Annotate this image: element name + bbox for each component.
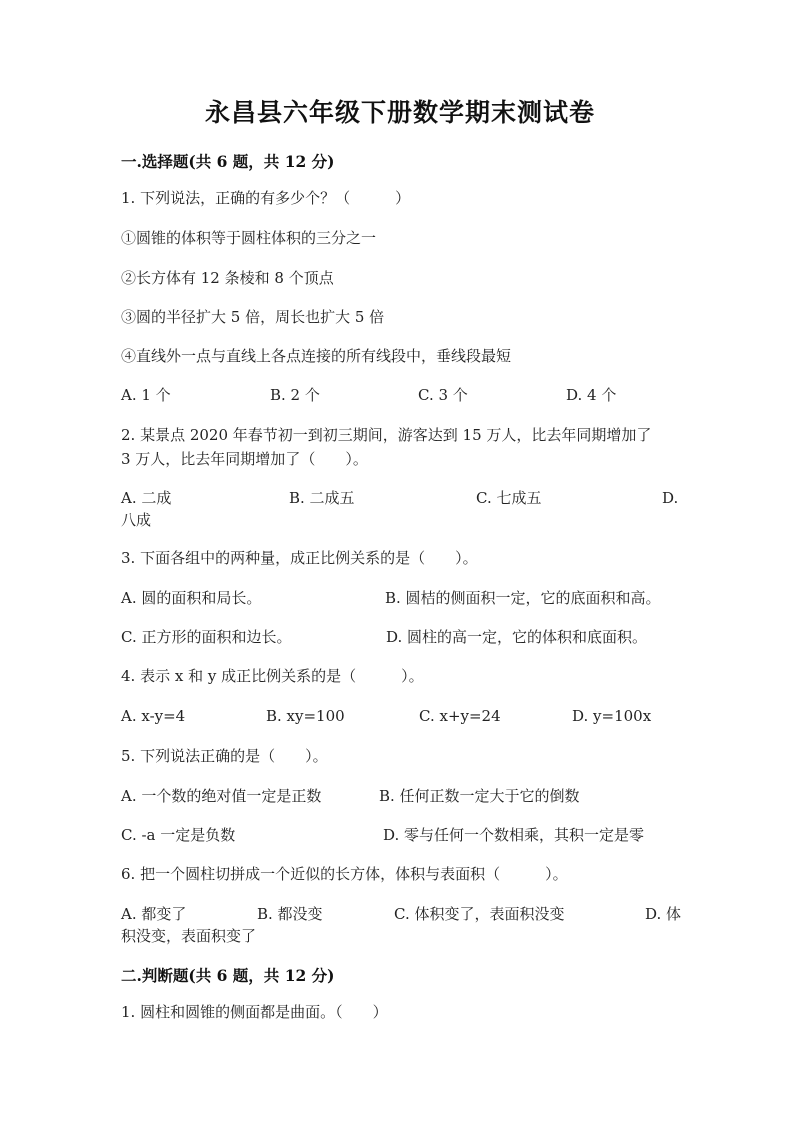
- question-6-option-c: C. 体积变了，表面积没变: [394, 905, 565, 923]
- question-2-stem-line-1: 2. 某景点 2020 年春节初一到初三期间，游客达到 15 万人，比去年同期增加了: [121, 426, 652, 444]
- question-2-option-a: A. 二成: [121, 489, 172, 507]
- question-2-option-d-continued: 八成: [121, 511, 152, 529]
- question-1-option-c: C. 3 个: [418, 386, 468, 404]
- question-2-option-d: D.: [662, 489, 679, 507]
- section-heading-judgement: 二.判断题(共 6 题，共 12 分): [121, 966, 335, 985]
- question-3-option-d: D. 圆柱的高一定，它的体积和底面积。: [386, 628, 648, 646]
- question-6-option-d: D. 体: [645, 905, 682, 923]
- question-4-option-d: D. y=100x: [572, 707, 652, 725]
- question-6-stem: 6. 把一个圆柱切拼成一个近似的长方体，体积与表面积（ ）。: [121, 865, 568, 883]
- question-3-stem: 3. 下面各组中的两种量，成正比例关系的是（ ）。: [121, 549, 478, 567]
- question-5-option-c: C. -a 一定是负数: [121, 826, 236, 844]
- judgement-question-1-stem: 1. 圆柱和圆锥的侧面都是曲面。（ ）: [121, 1003, 388, 1021]
- question-1-option-a: A. 1 个: [121, 386, 171, 404]
- question-3-option-a: A. 圆的面积和局长。: [121, 589, 262, 607]
- question-3-option-c: C. 正方形的面积和边长。: [121, 628, 292, 646]
- question-4-option-a: A. x-y=4: [121, 707, 186, 725]
- question-5-option-a: A. 一个数的绝对值一定是正数: [121, 787, 322, 805]
- question-6-option-d-continued: 积没变，表面积变了: [121, 927, 257, 945]
- question-1-option-b: B. 2 个: [270, 386, 320, 404]
- question-2-stem-line-2: 3 万人，比去年同期增加了（ ）。: [121, 450, 368, 468]
- question-1-statement-1: ①圆锥的体积等于圆柱体积的三分之一: [121, 229, 377, 247]
- question-4-option-b: B. xy=100: [266, 707, 345, 725]
- question-2-option-c: C. 七成五: [476, 489, 542, 507]
- exam-title: 永昌县六年级下册数学期末测试卷: [204, 98, 595, 127]
- question-4-stem: 4. 表示 x 和 y 成正比例关系的是（ ）。: [121, 667, 424, 685]
- question-5-stem: 5. 下列说法正确的是（ ）。: [121, 747, 328, 765]
- section-heading-choice: 一.选择题(共 6 题，共 12 分): [121, 152, 335, 171]
- question-1-statement-4: ④直线外一点与直线上各点连接的所有线段中，垂线段最短: [121, 347, 512, 365]
- question-2-option-b: B. 二成五: [289, 489, 355, 507]
- question-1-statement-2: ②长方体有 12 条棱和 8 个顶点: [121, 269, 334, 287]
- question-1-statement-3: ③圆的半径扩大 5 倍，周长也扩大 5 倍: [121, 308, 385, 326]
- question-6-option-b: B. 都没变: [257, 905, 323, 923]
- question-1-option-d: D. 4 个: [566, 386, 617, 404]
- question-5-option-d: D. 零与任何一个数相乘，其积一定是零: [383, 826, 645, 844]
- question-5-option-b: B. 任何正数一定大于它的倒数: [379, 787, 580, 805]
- question-3-option-b: B. 圆桔的侧面积一定，它的底面积和高。: [385, 589, 661, 607]
- question-6-option-a: A. 都变了: [121, 905, 187, 923]
- question-1-stem: 1. 下列说法，正确的有多少个？（ ）: [121, 189, 411, 207]
- question-4-option-c: C. x+y=24: [419, 707, 501, 725]
